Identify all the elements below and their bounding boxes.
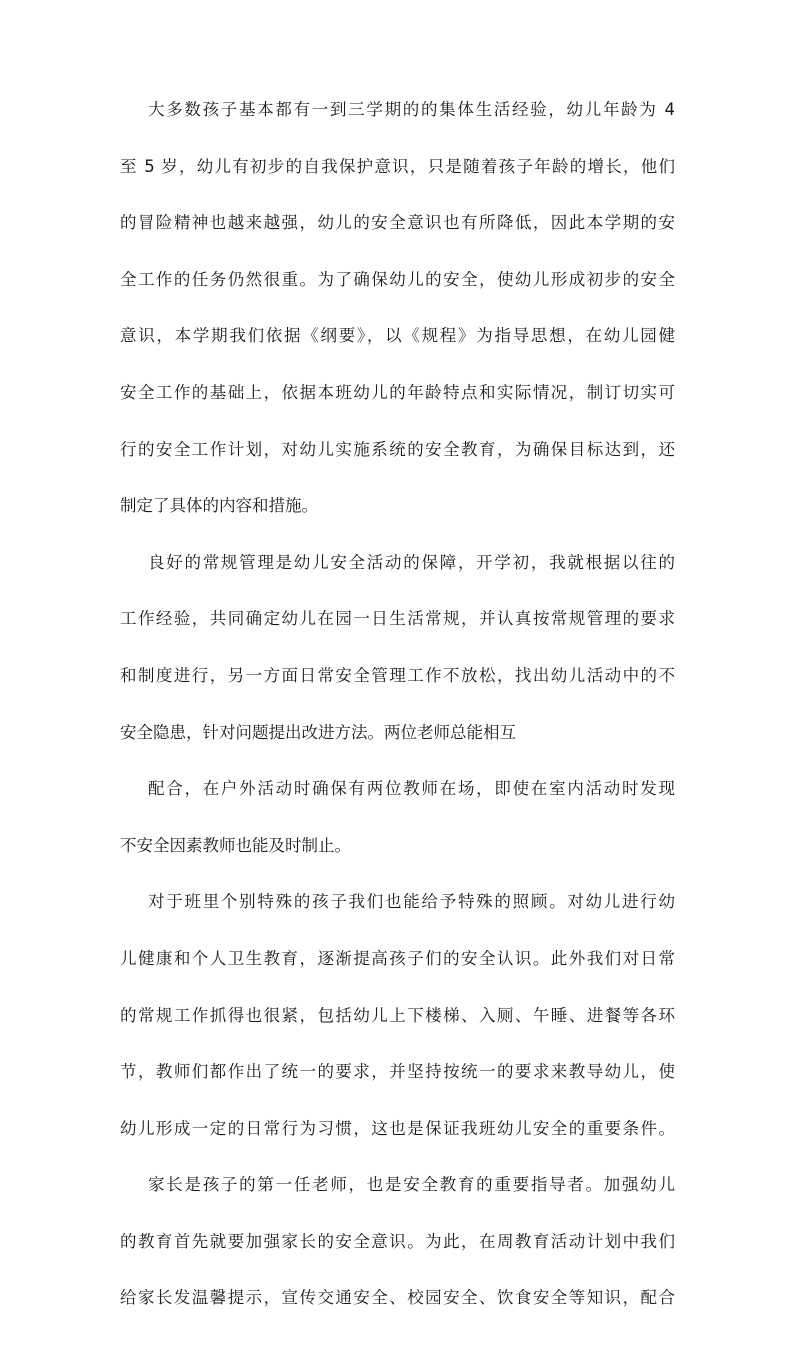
paragraph-5-line-3: 给家长发温馨提示，宣传交通安全、校园安全、饮食安全等知识，配合: [120, 1288, 675, 1308]
paragraph-5-line-1: 家长是孩子的第一任老师，也是安全教育的重要指导者。加强幼儿: [148, 1175, 675, 1195]
paragraph-4-line-4: 节，教师们都作出了统一的要求，并坚持按统一的要求来教导幼儿，使: [120, 1062, 675, 1082]
paragraph-4-line-5: 幼儿形成一定的日常行为习惯，这也是保证我班幼儿安全的重要条件。: [120, 1118, 675, 1138]
paragraph-1-line-3: 的冒险精神也越来越强，幼儿的安全意识也有所降低，因此本学期的安: [120, 213, 675, 233]
paragraph-1-line-4: 全工作的任务仍然很重。为了确保幼儿的安全，使幼儿形成初步的安全: [120, 269, 675, 289]
paragraph-2-line-2: 工作经验，共同确定幼儿在园一日生活常规，并认真按常规管理的要求: [120, 609, 675, 629]
paragraph-3-line-1: 配合，在户外活动时确保有两位教师在场，即使在室内活动时发现: [148, 779, 675, 799]
paragraph-2-line-4: 安全隐患，针对问题提出改进方法。两位老师总能相互: [120, 722, 516, 742]
paragraph-1-line-6: 安全工作的基础上，依据本班幼儿的年龄特点和实际情况，制订切实可: [120, 382, 675, 402]
paragraph-2-line-1: 良好的常规管理是幼儿安全活动的保障，开学初，我就根据以往的: [148, 552, 675, 572]
paragraph-1-line-8: 制定了具体的内容和措施。: [120, 496, 318, 516]
paragraph-4-line-1: 对于班里个别特殊的孩子我们也能给予特殊的照顾。对幼儿进行幼: [148, 892, 675, 912]
paragraph-1-line-1: 大多数孩子基本都有一到三学期的的集体生活经验，幼儿年龄为 4: [148, 100, 675, 119]
paragraph-3-line-2: 不安全因素教师也能及时制止。: [120, 835, 351, 855]
paragraph-1-line-2: 至 5 岁，幼儿有初步的自我保护意识，只是随着孩子年龄的增长，他们: [120, 156, 675, 176]
paragraph-5-line-2: 的教育首先就要加强家长的安全意识。为此，在周教育活动计划中我们: [120, 1231, 675, 1251]
paragraph-4-line-3: 的常规工作抓得也很紧，包括幼儿上下楼梯、入厕、午睡、进餐等各环: [120, 1005, 675, 1025]
paragraph-1-line-7: 行的安全工作计划，对幼儿实施系统的安全教育，为确保目标达到，还: [120, 439, 675, 459]
paragraph-1-line-5: 意识，本学期我们依据《纲要》，以《规程》为指导思想，在幼儿园健: [120, 326, 675, 346]
paragraph-2-line-3: 和制度进行，另一方面日常安全管理工作不放松，找出幼儿活动中的不: [120, 665, 675, 685]
paragraph-4-line-2: 儿健康和个人卫生教育，逐渐提高孩子们的安全认识。此外我们对日常: [120, 948, 675, 968]
document-body: [120, 100, 675, 1345]
